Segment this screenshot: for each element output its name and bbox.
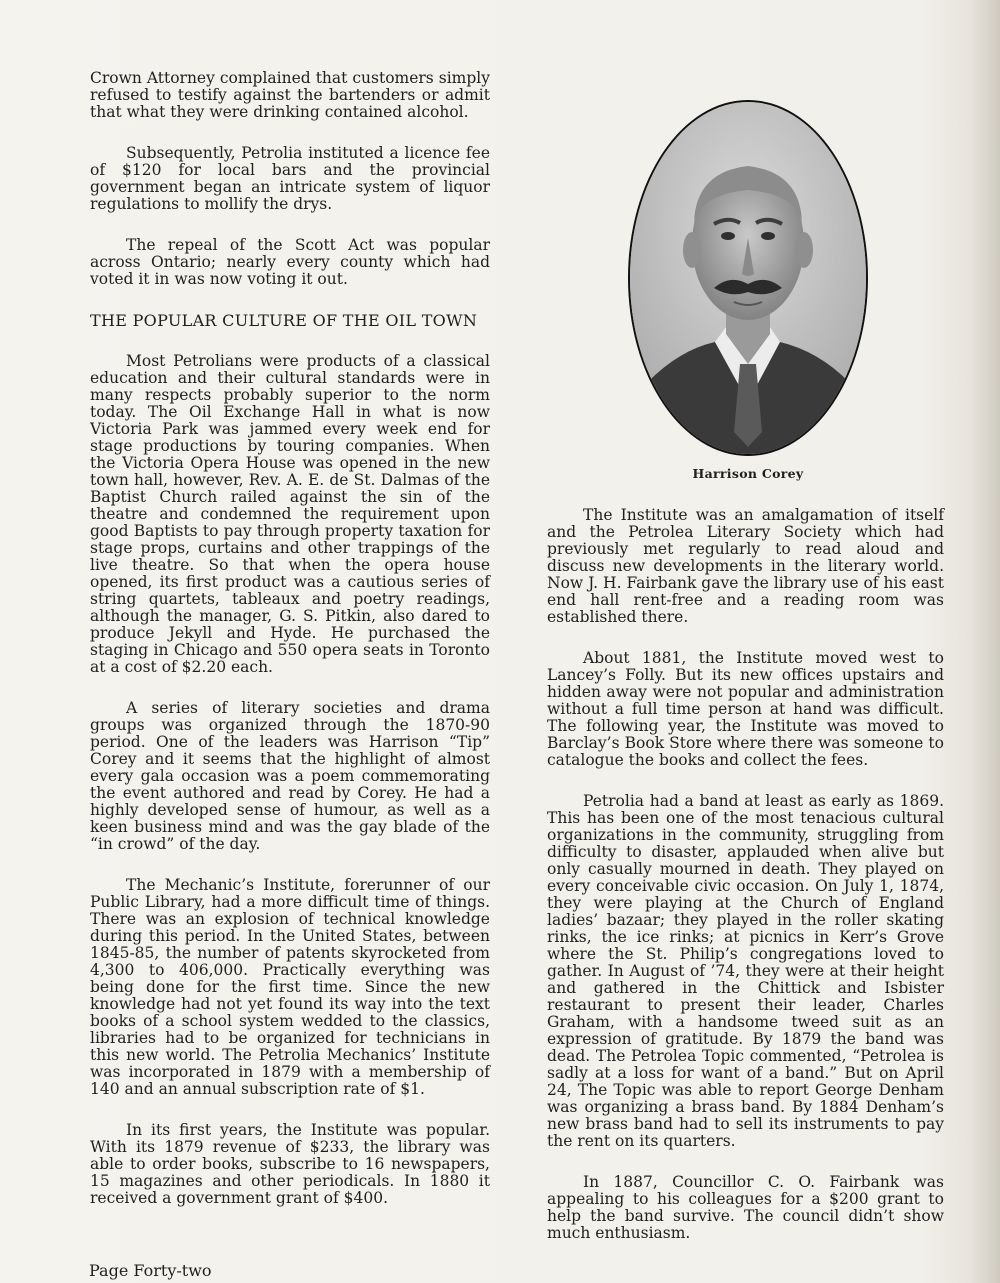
portrait-illustration: [630, 102, 866, 454]
paragraph: Subsequently, Petrolia instituted a licence fee of $120 for local bars and the provincial government began an intricate system of liquor regulations to mollify the drys.: [90, 144, 490, 213]
paragraph: The repeal of the Scott Act was popular across Ontario; nearly every county which had voted it in was now voting it out.: [90, 236, 490, 288]
paragraph: The Institute was an amalgamation of itself and the Petrolea Literary Society which had previously met regularly to read aloud and discuss new developments in the literary world. Now J. H. Fairbank gave the library use of his east end hall rent-free and a reading room was established there.: [547, 506, 944, 626]
paragraph: In its first years, the Institute was popular. With its 1879 revenue of $233, the library was able to order books, subscribe to 16 newspapers, 15 magazines and other periodicals. In 1880 it received a government grant of $400.: [90, 1121, 490, 1207]
page-number: Page Forty-two: [89, 1261, 212, 1280]
portrait-figure: [628, 100, 868, 481]
photo-caption: Harrison Corey: [692, 466, 804, 481]
paragraph: A series of literary societies and drama groups was organized through the 1870-90 period. One of the leaders was Harrison “Tip” Corey and it seems that the highlight of almost every gala occasion was a poem commemorating the event authored and read by Corey. He had a highly developed sense of humour, as well as a keen business mind and was the gay blade of the “in crowd” of the day.: [90, 699, 490, 853]
left-column: [90, 70, 490, 1231]
paragraph: Petrolia had a band at least as early as 1869. This has been one of the most tenacious cultural organizations in the community, struggling from difficulty to disaster, applauded when alive but only casually mourned in death. They played on every conceivable civic occasion. On July 1, 1874, they were playing at the Church of England ladies’ bazaar; they played in the roller skating rinks, the ice rinks; at picnics in Kerr’s Grove where the St. Philip’s congregations loved to gather. In August of ’74, they were at their height and gathered in the Chittick and Isbister restaurant to present their leader, Charles Graham, with a handsome tweed suit as an expression of gratitude. By 1879 the band was dead. The Petrolea Topic commented, “Petrolea is sadly at a loss for want of a band.” But on April 24, The Topic was able to report George Denham was organizing a brass band. By 1884 Denham’s new brass band had to sell its instruments to pay the rent on its quarters.: [547, 792, 944, 1150]
section-heading: THE POPULAR CULTURE OF THE OIL TOWN: [90, 311, 478, 330]
paragraph: In 1887, Councillor C. O. Fairbank was appealing to his colleagues for a $200 grant to help the band survive. The council didn’t show much enthusiasm.: [547, 1173, 944, 1242]
paragraph: Crown Attorney complained that customers simply refused to testify against the bartenders or admit that what they were drinking contained alcohol.: [90, 69, 490, 121]
paragraph: The Mechanic’s Institute, forerunner of our Public Library, had a more difficult time of things. There was an explosion of technical knowledge during this period. In the United States, between 1845-85, the number of patents skyrocketed from 4,300 to 406,000. Practically everything was being done for the first time. Since the new knowledge had not yet found its way into the text books of a school system wedded to the classics, libraries had to be organized for technicians in this new world. The Petrolia Mechanics’ Institute was incorporated in 1879 with a membership of 140 and an annual subscription rate of $1.: [90, 876, 490, 1098]
paragraph: About 1881, the Institute moved west to Lancey’s Folly. But its new offices upstairs and hidden away were not popular and administration without a full time person at hand was difficult. The following year, the Institute was moved to Barclay’s Book Store where there was someone to catalogue the books and collect the fees.: [547, 649, 944, 769]
right-column: [547, 507, 944, 1266]
portrait-photo: [628, 100, 868, 456]
paragraph: Most Petrolians were products of a classical education and their cultural standards were in many respects probably superior to the norm today. The Oil Exchange Hall in what is now Victoria Park was jammed every week end for stage productions by touring companies. When the Victoria Opera House was opened in the new town hall, however, Rev. A. E. de St. Dalmas of the Baptist Church railed against the sin of the theatre and condemned the requirement upon good Baptists to pay through property taxation for stage props, curtains and other trappings of the live theatre. So that when the opera house opened, its first product was a cautious series of string quartets, tableaux and poetry readings, although the manager, G. S. Pitkin, also dared to produce Jekyll and Hyde. He purchased the staging in Chicago and 550 opera seats in Toronto at a cost of $2.20 each.: [90, 352, 490, 676]
